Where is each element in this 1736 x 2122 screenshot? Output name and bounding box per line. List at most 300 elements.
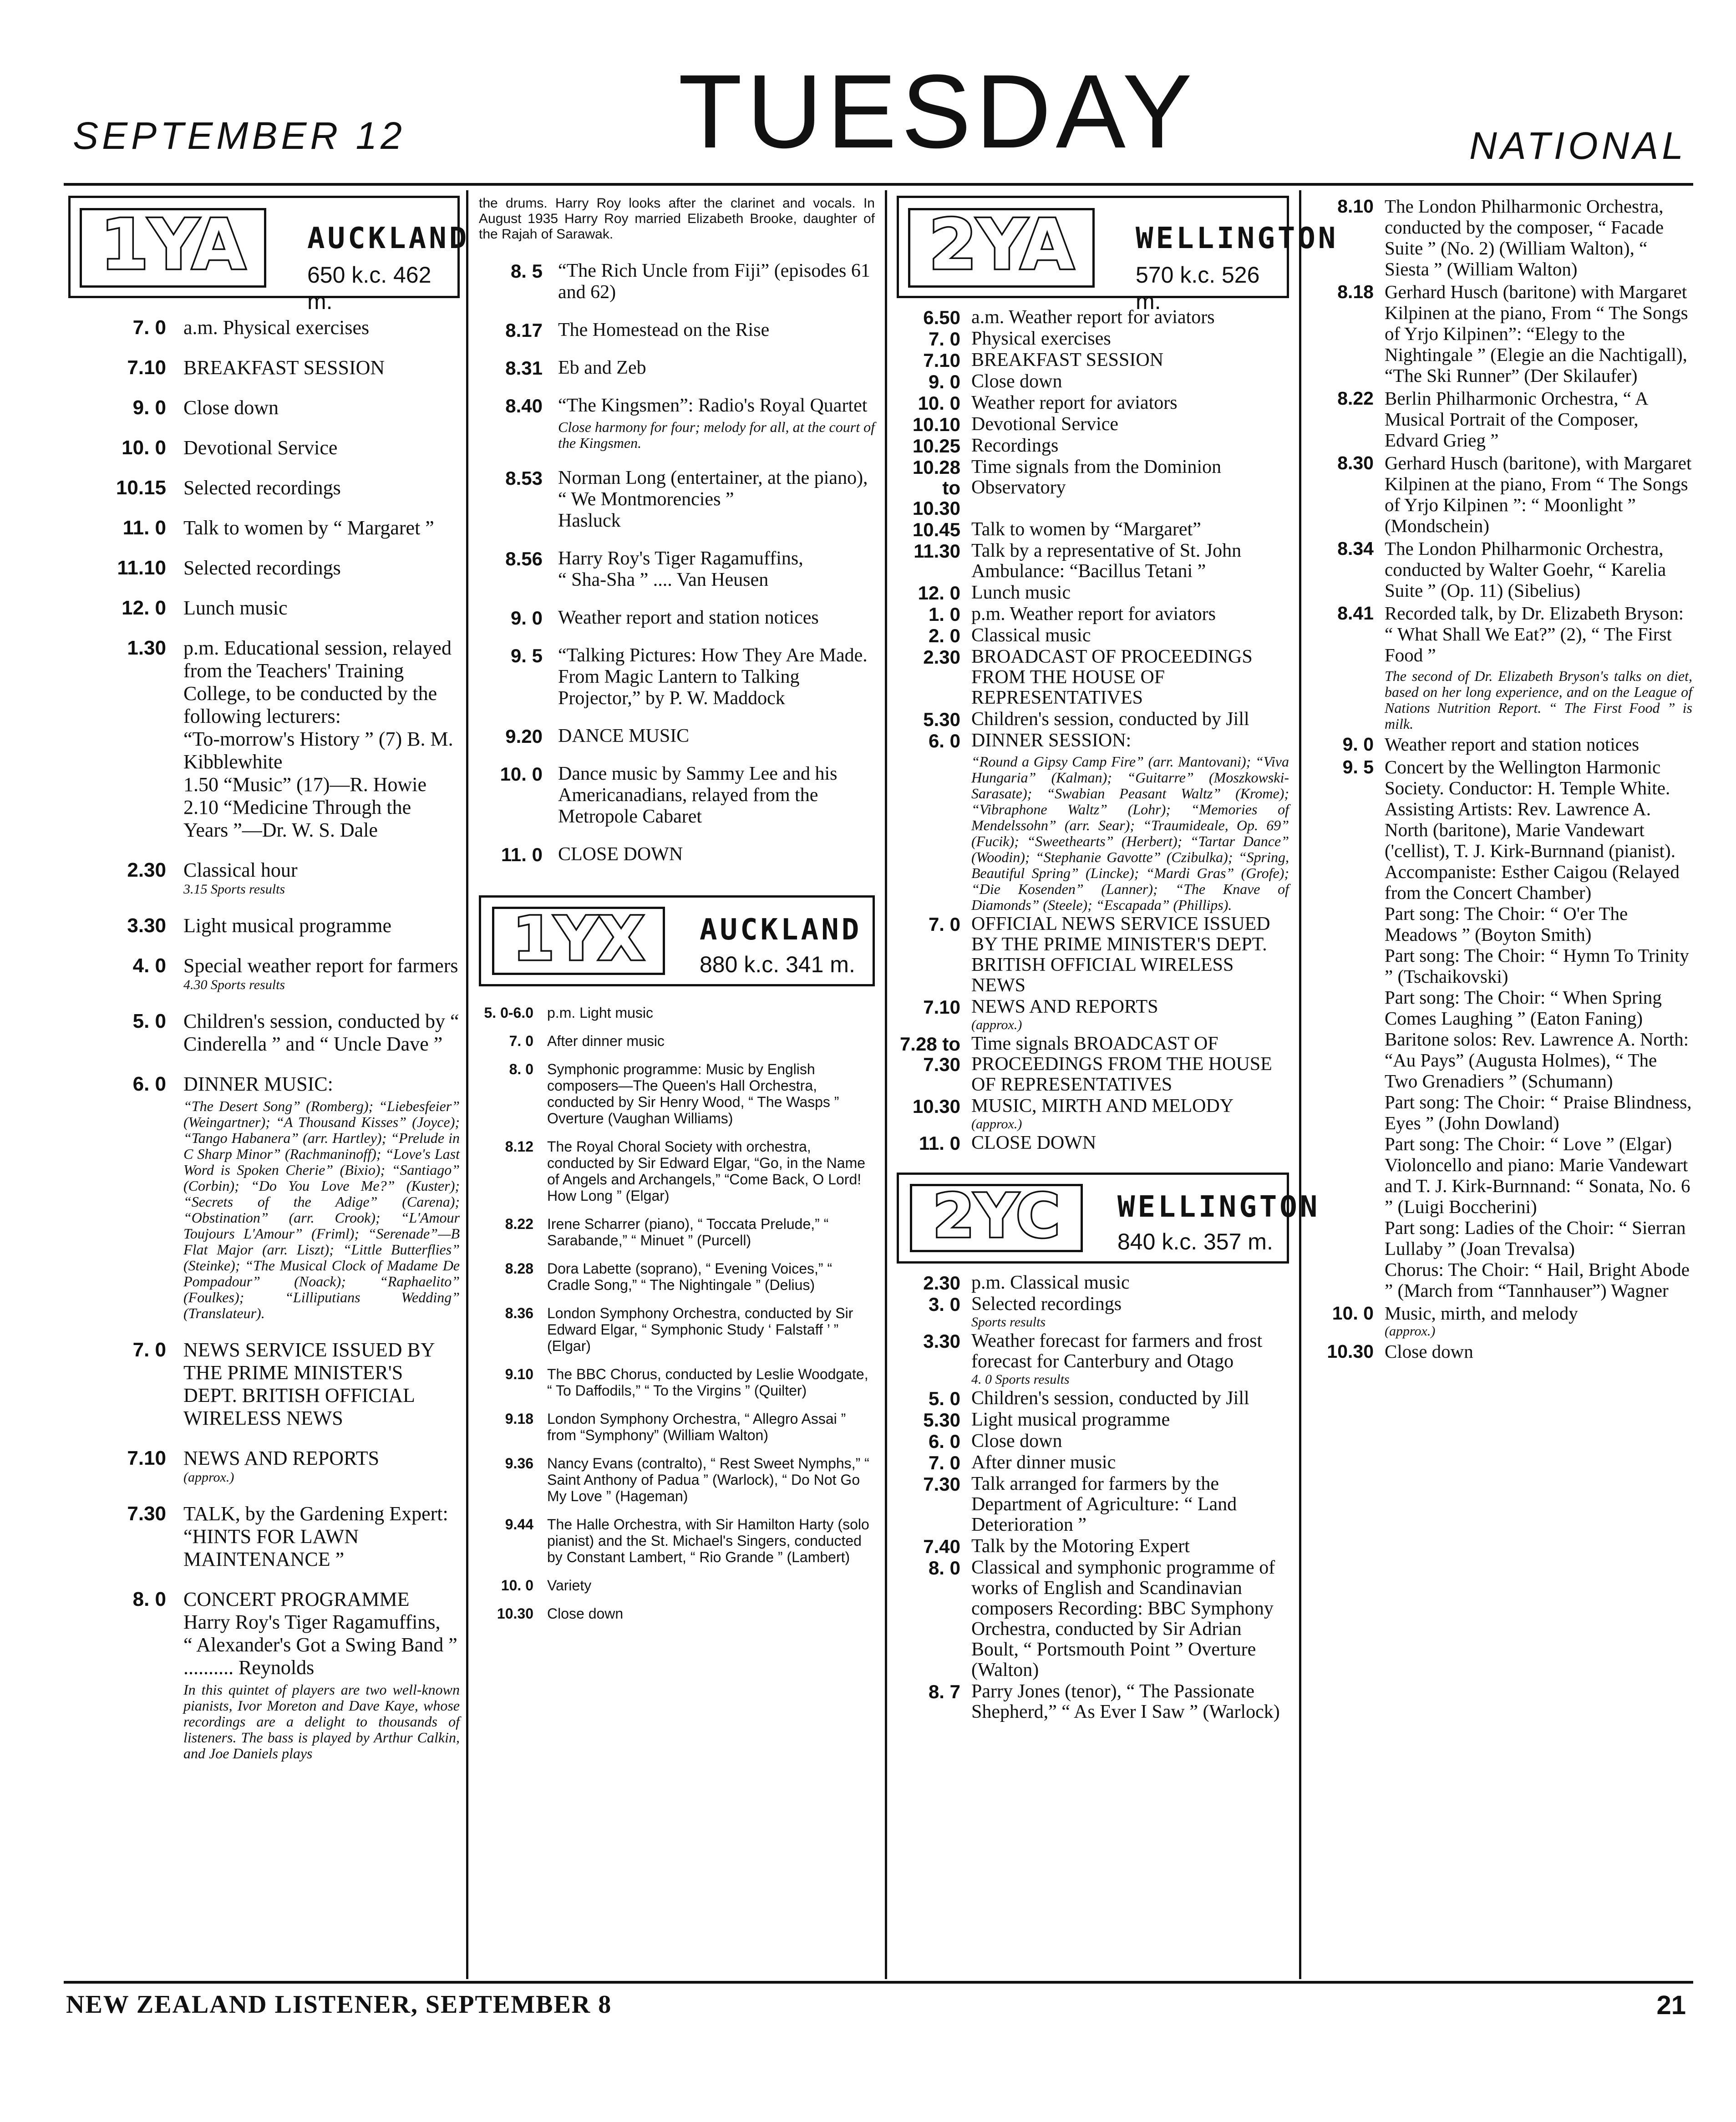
programme-body	[971, 1431, 1289, 1452]
programme-body	[183, 859, 460, 897]
programme-entry	[897, 1133, 1289, 1153]
programme-time: 7.40	[923, 1536, 960, 1557]
programme-note: 4. 0 Sports results	[971, 1372, 1070, 1387]
programme-title: Weather report and station notices	[558, 607, 819, 628]
programme-entry	[897, 541, 1289, 582]
programme-time: 2.30	[923, 646, 960, 668]
programme-title: London Symphony Orchestra, conducted by Sir Edward Elgar, “ Symphonic Study ‘ Falstaff ’ ” (Elgar)	[547, 1305, 853, 1354]
station-callsign: 2YC	[910, 1184, 1083, 1252]
programme-time: 9. 5	[510, 645, 543, 666]
programme-title: Talk by the Motoring Expert	[971, 1536, 1190, 1557]
programme-title: Close down	[971, 1431, 1062, 1452]
programme-time: 7.10	[127, 356, 166, 379]
programme-time: 6. 0	[928, 730, 960, 751]
station-callsign: 1YX	[492, 907, 665, 975]
programme-body	[971, 709, 1289, 730]
programme-body	[971, 1558, 1289, 1680]
programme-body	[547, 1455, 875, 1504]
programme-subitem: “ Alexander's Got a Swing Band ” .......... Reynolds	[183, 1634, 457, 1679]
programme-subitem: Part song: The Choir: “ O'er The Meadows ” (Boyton Smith)	[1385, 903, 1628, 945]
programme-entry	[68, 1339, 460, 1430]
programme-title: Symphonic programme: Music by English composers—The Queen's Hall Orchestra, conducted by Sir Henry Wood, “ The Wasps ” Overture (Vaughan Williams)	[547, 1061, 839, 1127]
programme-time: 10. 0	[500, 763, 543, 785]
programme-body	[971, 1681, 1289, 1722]
programme-note: (approx.)	[183, 1470, 234, 1485]
station-city: WELLINGTON	[1136, 222, 1339, 255]
programme-title: p.m. Light music	[547, 1005, 653, 1021]
programme-body	[183, 1503, 460, 1571]
programme-entry	[897, 329, 1289, 349]
station-frequency: 570 k.c. 526 m.	[1136, 262, 1260, 314]
programme-body	[971, 1294, 1289, 1330]
programme-body	[971, 604, 1289, 624]
station-banner-2yc	[897, 1173, 1320, 1264]
programme-time: 8. 0	[509, 1061, 533, 1077]
programme-time: 10.30	[1327, 1341, 1374, 1362]
programme-note: 4.30 Sports results	[183, 977, 285, 992]
programme-entry	[897, 350, 1289, 371]
programme-body	[547, 1216, 875, 1249]
programme-time: 5.30	[923, 1409, 960, 1431]
column-divider	[466, 190, 468, 1979]
programme-body	[183, 437, 460, 459]
programme-time: 9.20	[505, 726, 543, 747]
programme-time: 6. 0	[928, 1431, 960, 1452]
programme-time: 2.30	[923, 1272, 960, 1294]
programme-title: The BBC Chorus, conducted by Leslie Woodgate, “ To Daffodils,” “ To the Virgins ” (Quilter)	[547, 1366, 868, 1399]
programme-body	[183, 1073, 460, 1321]
programme-title: Talk to women by “ Margaret ”	[183, 517, 434, 539]
programme-time: 11. 0	[122, 517, 166, 539]
programme-title: “The Kingsmen”: Radio's Royal Quartet	[558, 395, 868, 416]
programme-entry	[68, 517, 460, 539]
programme-time: 8.41	[1337, 603, 1374, 624]
programme-entry	[1310, 538, 1692, 601]
programme-body	[183, 517, 460, 539]
programme-subitem: Hasluck	[558, 510, 621, 531]
programme-body	[183, 477, 460, 499]
programme-entry	[897, 731, 1289, 913]
programme-entry	[897, 1331, 1289, 1387]
programme-time: 8.18	[1337, 281, 1374, 302]
programme-title: Gerhard Husch (baritone) with Margaret Kilpinen at the piano, From “ The Songs of Yrjo Kilpinen”: “Elegy to the Nightingale ” (Elegie an die Nachtigall), “The Ski Runner” (Der Skilaufer)	[1385, 281, 1688, 386]
programme-subitem: Part song: Ladies of the Choir: “ Sierran Lullaby ” (Joan Trevalsa)	[1385, 1217, 1686, 1259]
programme-body	[971, 1474, 1289, 1535]
programme-body	[971, 625, 1289, 646]
programme-title: CLOSE DOWN	[558, 844, 683, 865]
station-frequency: 650 k.c. 462 m.	[307, 262, 431, 314]
programme-entry	[897, 519, 1289, 540]
programme-time: 3.30	[923, 1330, 960, 1352]
programme-entry	[1310, 1341, 1692, 1362]
programme-entry	[897, 1096, 1289, 1132]
programme-entry	[897, 393, 1289, 413]
programme-title: Variety	[547, 1577, 592, 1594]
programme-entry	[68, 557, 460, 579]
programme-entry	[897, 1273, 1289, 1293]
programme-time: 8.30	[1337, 452, 1374, 473]
programme-time: 5. 0-6.0	[484, 1005, 533, 1021]
programme-entry	[479, 548, 875, 591]
programme-time: 10.45	[912, 519, 960, 540]
programme-title: “The Rich Uncle from Fiji” (episodes 61 and 62)	[558, 260, 870, 303]
station-city: WELLINGTON	[1117, 1190, 1320, 1224]
programme-entry	[897, 414, 1289, 435]
programme-entry	[897, 1558, 1289, 1680]
programme-body	[971, 329, 1289, 349]
programme-time: 9.18	[505, 1411, 533, 1427]
programme-title: BREAKFAST SESSION	[183, 356, 385, 379]
programme-entry	[68, 356, 460, 379]
column-1YA	[68, 196, 470, 1975]
programme-body	[547, 1061, 875, 1127]
programme-time: 8.12	[505, 1138, 533, 1155]
programme-time: 2.30	[127, 859, 166, 881]
programme-entry	[68, 1447, 460, 1485]
programme-time: 5. 0	[928, 1388, 960, 1409]
programme-time: 7.10	[127, 1447, 166, 1469]
programme-entry	[68, 1073, 460, 1321]
programme-title: Devotional Service	[183, 437, 338, 459]
programme-entry	[479, 260, 875, 303]
programme-body	[183, 1447, 460, 1485]
programme-entry	[897, 625, 1289, 646]
programme-time: 8. 5	[510, 260, 543, 282]
programme-title: Light musical programme	[971, 1409, 1170, 1430]
programme-time: 7.10	[923, 996, 960, 1018]
programme-title: Close down	[971, 371, 1062, 392]
programme-body	[183, 1339, 460, 1430]
programme-entry	[479, 844, 875, 865]
programme-body	[183, 557, 460, 579]
programme-body	[971, 371, 1289, 392]
programme-body	[183, 316, 460, 339]
programme-body	[971, 1034, 1289, 1095]
programme-title: Children's session, conducted by “ Cinderella ” and “ Uncle Dave ”	[183, 1010, 459, 1055]
programme-title: Special weather report for farmers	[183, 954, 458, 977]
station-city: AUCKLAND	[700, 913, 862, 947]
programme-body	[971, 1331, 1289, 1387]
programme-time: 8.31	[505, 357, 543, 379]
programme-entry	[897, 1452, 1289, 1473]
programme-body	[558, 548, 875, 591]
programme-body	[971, 350, 1289, 371]
programme-title: Parry Jones (tenor), “ The Passionate Shepherd,” “ As Ever I Saw ” (Warlock)	[971, 1681, 1280, 1722]
programme-body	[183, 356, 460, 379]
programme-body	[183, 637, 460, 842]
programme-title: After dinner music	[547, 1033, 665, 1049]
programme-time: 1.30	[127, 637, 166, 659]
programme-title: The London Philharmonic Orchestra, conducted by Walter Goehr, “ Karelia Suite ” (Op. 11) (Sibelius)	[1385, 538, 1666, 601]
programme-title: Recorded talk, by Dr. Elizabeth Bryson: “ What Shall We Eat?” (2), “ The First Food ”	[1385, 603, 1684, 665]
programme-title: Close down	[1385, 1341, 1473, 1362]
programme-title: Talk to women by “Margaret”	[971, 519, 1201, 540]
programme-entry	[479, 1061, 875, 1127]
programme-body	[1385, 756, 1692, 1301]
programme-entry	[479, 395, 875, 451]
programme-body	[183, 914, 460, 937]
programme-title: OFFICIAL NEWS SERVICE ISSUED BY THE PRIME MINISTER'S DEPT. BRITISH OFFICIAL WIRELESS NEWS	[971, 914, 1270, 996]
programme-time: 10.28 to 10.30	[912, 457, 960, 519]
programme-body	[547, 1516, 875, 1565]
programme-subitem: Violoncello and piano: Marie Vandewart and T. J. Kirk-Burnnand: “ Sonata, No. 6 ” (Luigi Boccherini)	[1385, 1154, 1690, 1217]
programme-entry	[479, 357, 875, 379]
programme-time: 10.30	[497, 1605, 533, 1622]
programme-time: 7.30	[127, 1503, 166, 1525]
programme-body	[558, 467, 875, 532]
programme-entry	[68, 396, 460, 419]
programme-title: DANCE MUSIC	[558, 726, 690, 746]
programme-body	[558, 357, 875, 379]
programme-entry	[897, 997, 1289, 1033]
page-number: 21	[1656, 1990, 1686, 2020]
programme-title: a.m. Weather report for aviators	[971, 307, 1215, 328]
programme-detail: Close harmony for four; melody for all, at the court of the Kingsmen.	[558, 419, 875, 451]
programme-time: 10.25	[912, 435, 960, 457]
station-callsign: 2YA	[908, 208, 1095, 288]
programme-time: 9. 0	[132, 396, 166, 419]
programme-body	[183, 954, 460, 993]
programme-body	[971, 914, 1289, 996]
network-header: NATIONAL	[1469, 124, 1687, 167]
programme-body	[547, 1260, 875, 1293]
programme-title: “Talking Pictures: How They Are Made. From Magic Lantern to Talking Projector,” by P. W. Maddock	[558, 645, 868, 709]
programme-time: 7. 0	[132, 1339, 166, 1361]
programme-time: 10. 0	[1332, 1303, 1374, 1324]
programme-body	[971, 583, 1289, 603]
programme-title: Selected recordings	[183, 557, 341, 579]
programme-body	[547, 1577, 875, 1594]
station-banner-2ya	[897, 196, 1339, 314]
programme-entry	[897, 647, 1289, 708]
programme-entry	[479, 1366, 875, 1399]
programme-title: NEWS SERVICE ISSUED BY THE PRIME MINISTER'S DEPT. BRITISH OFFICIAL WIRELESS NEWS	[183, 1339, 434, 1429]
programme-body	[1385, 452, 1692, 536]
programme-time: 7.30	[923, 1473, 960, 1495]
programme-entry	[1310, 756, 1692, 1301]
programme-title: Dora Labette (soprano), “ Evening Voices,” “ Cradle Song,” “ The Nightingale ” (Delius)	[547, 1260, 832, 1293]
programme-detail: “Round a Gipsy Camp Fire” (arr. Mantovani); “Viva Hungaria” (Kalman); “Guitarre” (Moszkowski-Sarasate); “Swabian Peasant Waltz” (Krome); “Vibraphone Waltz” (Lohr); “Memories of Mendelssohn” (arr. Sear); “Traumideale, Op. 69” (Fucik); “Sweethearts” (Herbert); “Tartar Dance” (Woodin); “Stephanie Gavotte” (Czibulka); “Spring, Beautiful Spring” (Lincke); “Mardi Gras” (Grofe); “Die Kosenden” (Lanner); “The Knave of Diamonds” (Steele); “Escapada” (Phillips).	[971, 753, 1289, 913]
programme-title: Weather report for aviators	[971, 392, 1178, 413]
programme-body	[971, 997, 1289, 1033]
programme-entry	[68, 954, 460, 993]
programme-body	[1385, 196, 1692, 279]
programme-body	[971, 1452, 1289, 1473]
programme-time: 7. 0	[928, 914, 960, 935]
programme-title: Time signals from the Dominion Observatory	[971, 457, 1222, 498]
programme-detail: The second of Dr. Elizabeth Bryson's talks on diet, based on her long experience, and on the League of Nations Nutrition Report. “ The First Food ” is milk.	[1385, 668, 1692, 732]
programme-note: (approx.)	[1385, 1324, 1436, 1339]
programme-entry	[897, 1294, 1289, 1330]
programme-body	[558, 645, 875, 709]
programme-detail: “The Desert Song” (Romberg); “Liebesfeier” (Weingartner); “A Thousand Kisses” (Joyce); “Tango Habanera” (arr. Hartley); “Prelude in C Sharp Minor” (Rachmaninoff); “Love's Last Word is Spoken Cherie” (Bixio); “Santiago” (Corbin); “Do You Love Me?” (Kuster); “Secrets of the Adige” (Carena); “Obstination” (arr. Crook); “L'Amour Toujours L'Amour” (Friml); “Serenade”—B Flat Major (arr. Liszt); “Little Butterflies” (Steinke); “The Musical Clock of Madame De Pompadour” (Noack); “Raphaelito” (Foulkes); “Lilliputians Wedding” (Translateur).	[183, 1098, 460, 1321]
programme-time: 7.28 to 7.30	[899, 1033, 960, 1075]
programme-list	[897, 307, 1289, 1153]
programme-title: BROADCAST OF PROCEEDINGS FROM THE HOUSE OF REPRESENTATIVES	[971, 646, 1253, 708]
programme-entry	[479, 1411, 875, 1443]
programme-entry	[1310, 603, 1692, 732]
programme-time: 9. 0	[928, 371, 960, 392]
programme-time: 1. 0	[928, 604, 960, 625]
programme-entry	[479, 467, 875, 532]
programme-body	[1385, 281, 1692, 386]
programme-body	[183, 396, 460, 419]
programme-time: 8.34	[1337, 538, 1374, 559]
programme-note: 3.15 Sports results	[183, 882, 285, 897]
programme-body	[971, 1096, 1289, 1132]
programme-title: Children's session, conducted by Jill	[971, 709, 1249, 730]
programme-list	[1310, 196, 1692, 1362]
programme-title: Talk by a representative of St. John Ambulance: “Bacillus Tetani ”	[971, 540, 1242, 582]
programme-title: TALK, by the Gardening Expert: “HINTS FOR LAWN MAINTENANCE ”	[183, 1503, 448, 1570]
programme-time: 8.40	[505, 395, 543, 416]
programme-time: 9.44	[505, 1516, 533, 1533]
programme-entry	[68, 597, 460, 619]
day-title: TUESDAY	[678, 53, 1197, 170]
programme-subitem: “To-morrow's History ” (7) B. M. Kibblewhite	[183, 728, 453, 773]
programme-time: 11.30	[914, 540, 960, 562]
programme-entry	[897, 1431, 1289, 1452]
programme-time: 12. 0	[918, 582, 960, 604]
programme-subitem: Part song: The Choir: “ When Spring Comes Laughing ” (Eaton Faning)	[1385, 987, 1662, 1029]
programme-entry	[897, 1034, 1289, 1095]
programme-body	[971, 1410, 1289, 1430]
programme-title: Time signals BROADCAST OF PROCEEDINGS FROM THE HOUSE OF REPRESENTATIVES	[971, 1033, 1272, 1095]
programme-entry	[479, 1216, 875, 1249]
programme-title: Physical exercises	[971, 328, 1111, 349]
programme-time: 9. 0	[1342, 734, 1374, 755]
programme-body	[547, 1005, 875, 1021]
programme-entry	[897, 914, 1289, 996]
programme-subitem: 2.10 “Medicine Through the Years ”—Dr. W. S. Dale	[183, 796, 411, 841]
programme-body	[1385, 388, 1692, 451]
programme-entry	[68, 914, 460, 937]
programme-body	[547, 1305, 875, 1354]
programme-subitem: Chorus: The Choir: “ Hail, Bright Abode ” (March from “Tannhauser”) Wagner	[1385, 1259, 1690, 1301]
programme-entry	[479, 726, 875, 747]
programme-time: 3. 0	[928, 1294, 960, 1315]
programme-body	[183, 1010, 460, 1056]
programme-body	[971, 519, 1289, 540]
programme-body	[558, 726, 875, 747]
programme-title: Lunch music	[183, 597, 288, 619]
programme-time: 8.22	[1337, 388, 1374, 409]
programme-body	[971, 1273, 1289, 1293]
column-divider	[885, 190, 887, 1979]
programme-body	[547, 1366, 875, 1399]
programme-entry	[897, 583, 1289, 603]
programme-title: Norman Long (entertainer, at the piano),	[558, 467, 868, 488]
programme-time: 11. 0	[919, 1132, 960, 1154]
programme-entry	[1310, 734, 1692, 755]
date-header: SEPTEMBER 12	[73, 114, 406, 157]
programme-title: Harry Roy's Tiger Ragamuffins,	[558, 548, 803, 569]
programme-title: Classical and symphonic programme of works of English and Scandinavian composers Recording: BBC Symphony Orchestra, conducted by Sir Adrian Boult, “ Portsmouth Point ” Overture (Walton)	[971, 1557, 1275, 1680]
programme-body	[558, 763, 875, 827]
station-banner-1ya	[68, 196, 470, 314]
programme-time: 5. 0	[132, 1010, 166, 1032]
programme-title: NEWS AND REPORTS	[971, 996, 1158, 1017]
programme-time: 12. 0	[122, 597, 166, 619]
programme-subitem: Part song: The Choir: “ Praise Blindness, Eyes ” (John Dowland)	[1385, 1091, 1692, 1133]
programme-entry	[479, 763, 875, 827]
programme-entry	[68, 316, 460, 339]
programme-time: 9. 5	[1342, 756, 1374, 777]
station-frequency: 880 k.c. 341 m.	[700, 952, 855, 977]
programme-title: The Halle Orchestra, with Sir Hamilton Harty (solo pianist) and the St. Michael's Singers, conducted by Constant Lambert, “ Rio Grande ” (Lambert)	[547, 1516, 869, 1565]
column-2YC-continued	[1310, 196, 1692, 1975]
programme-title: p.m. Educational session, relayed from the Teachers' Training College, to be conducted by the following lecturers:	[183, 637, 452, 727]
programme-note: Sports results	[971, 1315, 1046, 1330]
programme-body	[558, 607, 875, 629]
programme-body	[547, 1411, 875, 1443]
programme-title: NEWS AND REPORTS	[183, 1447, 380, 1469]
programme-time: 8.10	[1337, 196, 1374, 217]
programme-title: London Symphony Orchestra, “ Allegro Assai ” from “Symphony” (William Walton)	[547, 1411, 846, 1443]
programme-entry	[1310, 388, 1692, 451]
programme-time: 11.10	[117, 557, 166, 579]
programme-entry	[479, 1455, 875, 1504]
programme-entry	[68, 637, 460, 842]
station-banner-1yx	[479, 895, 875, 986]
programme-time: 10.10	[912, 414, 960, 435]
programme-time: 7. 0	[928, 328, 960, 350]
bottom-rule	[64, 1981, 1693, 1984]
programme-title: DINNER MUSIC:	[183, 1073, 333, 1095]
programme-title: Berlin Philharmonic Orchestra, “ A Musical Portrait of the Composer, Edvard Grieg ”	[1385, 388, 1648, 451]
programme-body	[971, 414, 1289, 435]
programme-title: p.m. Weather report for aviators	[971, 604, 1216, 624]
programme-body	[971, 647, 1289, 708]
programme-time: 8. 0	[132, 1588, 166, 1610]
programme-title: Light musical programme	[183, 914, 391, 937]
programme-entry	[479, 1516, 875, 1565]
programme-title: a.m. Physical exercises	[183, 316, 370, 339]
programme-title: Selected recordings	[183, 477, 341, 499]
programme-time: 9.10	[505, 1366, 533, 1382]
programme-detail: In this quintet of players are two well-known pianists, Ivor Moreton and Dave Kaye, whose recordings are a delight to thousands of listeners. The bass is played by Arthur Calkin, and Joe Daniels plays	[183, 1681, 460, 1762]
programme-title: Gerhard Husch (baritone), with Margaret Kilpinen at the piano, From “ The Songs of Yrjo Kilpinen ”: “ Moonlight ” (Mondschein)	[1385, 452, 1692, 536]
programme-title: Close down	[547, 1605, 624, 1622]
programme-subitem: “ Sha-Sha ” .... Van Heusen	[558, 569, 769, 590]
programme-time: 8. 0	[928, 1557, 960, 1579]
programme-body	[183, 1588, 460, 1762]
programme-body	[971, 541, 1289, 582]
programme-entry	[479, 1033, 875, 1049]
programme-title: Weather forecast for farmers and frost forecast for Canterbury and Otago	[971, 1330, 1263, 1372]
programme-title: The London Philharmonic Orchestra, conducted by the composer, “ Facade Suite ” (No. 2) (William Walton), “ Siesta ” (William Walton)	[1385, 196, 1664, 279]
programme-entry	[479, 607, 875, 629]
programme-time: 8.22	[505, 1216, 533, 1232]
programme-title: MUSIC, MIRTH AND MELODY	[971, 1096, 1234, 1117]
programme-subitem: Part song: The Choir: “ Hymn To Trinity ” (Tschaikovski)	[1385, 945, 1689, 987]
programme-entry	[479, 1260, 875, 1293]
programme-time: 10. 0	[918, 392, 960, 414]
programme-list	[479, 260, 875, 865]
programme-body	[1385, 1341, 1692, 1362]
publication-footer: NEW ZEALAND LISTENER, SEPTEMBER 8	[66, 1990, 612, 2019]
programme-time: 8.53	[505, 467, 543, 489]
programme-title: Close down	[183, 396, 279, 419]
programme-time: 10. 0	[501, 1577, 533, 1594]
programme-title: Classical hour	[183, 859, 298, 881]
programme-note: (approx.)	[971, 1017, 1022, 1032]
column-2YA-2YC	[897, 196, 1339, 1975]
programme-entry	[479, 1305, 875, 1354]
programme-title: Music, mirth, and melody	[1385, 1303, 1578, 1324]
programme-title: Dance music by Sammy Lee and his Americanadians, relayed from the Metropole Cabaret	[558, 763, 838, 827]
programme-list	[68, 316, 460, 1762]
